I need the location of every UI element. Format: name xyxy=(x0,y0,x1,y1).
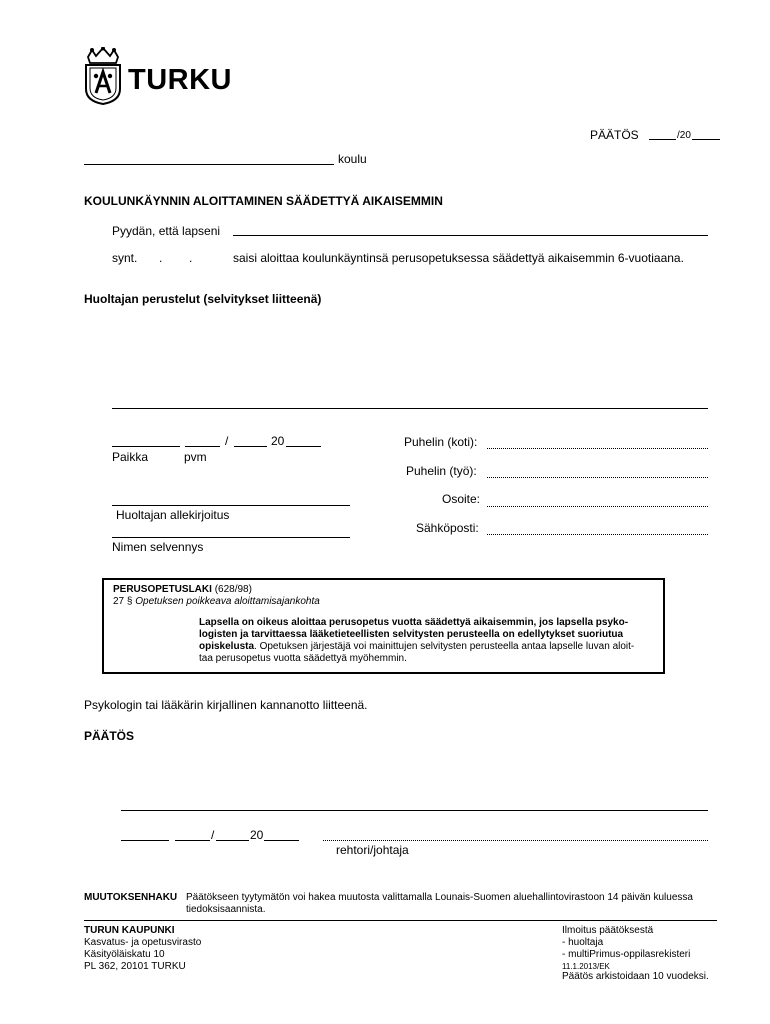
decision-date-year: 20 xyxy=(250,828,264,842)
name-clarification-label: Nimen selvennys xyxy=(112,540,204,554)
logo-text: TURKU xyxy=(128,64,232,96)
justification-line[interactable] xyxy=(112,408,708,409)
born-label: synt. xyxy=(112,251,138,265)
notify-guardian: - huoltaja xyxy=(562,937,604,948)
date-day-field[interactable] xyxy=(185,446,220,447)
signature-field[interactable] xyxy=(112,505,350,506)
decision-date-slash: / xyxy=(211,828,215,842)
notify-heading: Ilmoitus päätöksestä xyxy=(562,925,654,936)
school-name-field[interactable] xyxy=(84,164,334,165)
principal-signature-field[interactable] xyxy=(323,840,708,841)
email-field[interactable] xyxy=(487,534,708,535)
request-line1-label: Pyydän, että lapseni xyxy=(112,224,221,238)
footer-street: Käsityöläiskatu 10 xyxy=(84,949,165,960)
place-label: Paikka xyxy=(112,450,149,464)
request-line2-text: saisi aloittaa koulunkäyntinsä perusopetuksessa säädettyä aikaisemmin 6-vuotiaana. xyxy=(233,251,684,265)
address-label: Osoite: xyxy=(442,492,481,506)
law-para-bold-3: opiskelusta xyxy=(199,641,255,652)
email-label: Sähköposti: xyxy=(416,521,479,535)
footer-dept: Kasvatus- ja opetusvirasto xyxy=(84,937,202,948)
page-title: KOULUNKÄYNNIN ALOITTAMINEN SÄÄDETTYÄ AIKAISEMMIN xyxy=(84,194,443,208)
law-para-line-4: taa perusopetus vuotta säädettyä myöhemmin. xyxy=(199,653,407,664)
birth-date-dot-2: . xyxy=(189,251,193,265)
phone-home-label: Puhelin (koti): xyxy=(404,435,478,449)
phone-work-label: Puhelin (työ): xyxy=(406,464,477,478)
child-name-field[interactable] xyxy=(233,235,708,236)
decision-place-field[interactable] xyxy=(121,840,169,841)
footer-org-name: TURUN KAUPUNKI xyxy=(84,925,175,936)
law-section-title: Opetuksen poikkeava aloittamisajankohta xyxy=(135,596,320,607)
decision-day-field[interactable] xyxy=(175,840,210,841)
law-title-number: (628/98) xyxy=(214,584,252,595)
guardian-date-slash: / xyxy=(225,434,229,448)
appeal-text-2: tiedoksisaannista. xyxy=(186,904,266,915)
appeal-label: MUUTOKSENHAKU xyxy=(84,892,178,903)
law-section-number: 27 § xyxy=(113,596,133,607)
place-field[interactable] xyxy=(112,446,180,447)
principal-label: rehtori/johtaja xyxy=(336,843,409,857)
appeal-text-1: Päätökseen tyytymätön voi hakea muutosta valittamalla Lounais-Suomen aluehallintovirastoon 14 päivän kuluessa xyxy=(186,892,693,903)
decision-year-field[interactable] xyxy=(692,139,720,140)
doc-code: 11.1.2013/EK xyxy=(562,962,610,971)
law-title xyxy=(113,584,252,596)
law-para-rest-3: . Opetuksen järjestäjä voi mainittujen selvitysten perusteella antaa lapselle luvan aloit- xyxy=(254,641,635,652)
decision-text-line[interactable] xyxy=(121,810,708,811)
decision-year-prefix: /20 xyxy=(677,130,691,141)
school-suffix: koulu xyxy=(338,152,367,166)
law-title-bold: PERUSOPETUSLAKI xyxy=(113,584,212,595)
date-label: pvm xyxy=(184,450,207,464)
footer-postal: PL 362, 20101 TURKU xyxy=(84,961,186,972)
decision-number-field[interactable] xyxy=(649,139,676,140)
address-field[interactable] xyxy=(487,506,708,507)
guardian-heading: Huoltajan perustelut (selvitykset liitteenä) xyxy=(84,292,322,306)
law-para-line-3 xyxy=(199,641,634,653)
notify-register: - multiPrimus-oppilasrekisteri xyxy=(562,949,691,960)
name-clarification-field[interactable] xyxy=(112,537,350,538)
decision-month-field[interactable] xyxy=(216,840,249,841)
decision-heading: PÄÄTÖS xyxy=(84,729,135,743)
footer-divider xyxy=(84,920,717,921)
law-para-line-1: Lapsella on oikeus aloittaa perusopetus vuotta säädettyä aikaisemmin, jos lapsella psyko- xyxy=(199,617,629,628)
law-para-line-2: logisten ja tarvittaessa lääketieteellisten selvitysten perusteella on edellytykset suoriutua xyxy=(199,629,624,640)
date-year-field[interactable] xyxy=(286,446,321,447)
decision-year-field[interactable] xyxy=(264,840,299,841)
birth-date-dot-1: . xyxy=(159,251,163,265)
attachment-note: Psykologin tai lääkärin kirjallinen kannanotto liitteenä. xyxy=(84,698,368,712)
decision-label: PÄÄTÖS xyxy=(590,128,639,142)
date-month-field[interactable] xyxy=(234,446,267,447)
phone-work-field[interactable] xyxy=(487,477,708,478)
law-section xyxy=(113,596,320,608)
signature-label: Huoltajan allekirjoitus xyxy=(116,508,230,522)
archive-note: Päätös arkistoidaan 10 vuodeksi. xyxy=(562,971,709,982)
city-crest-icon xyxy=(82,47,124,105)
guardian-date-year: 20 xyxy=(271,434,285,448)
law-excerpt-box xyxy=(102,578,665,674)
phone-home-field[interactable] xyxy=(487,448,708,449)
